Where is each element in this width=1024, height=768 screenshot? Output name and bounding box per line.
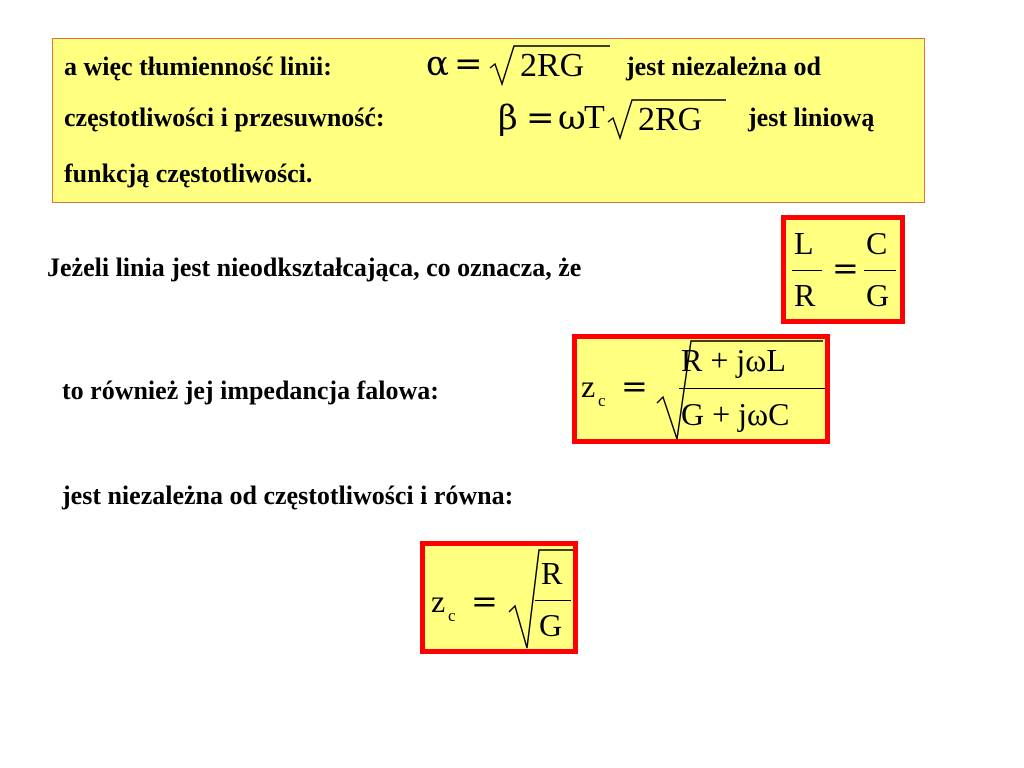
beta-radicand: 2RG	[638, 101, 703, 138]
intro-line1-start: a więc tłumienność linii:	[64, 52, 332, 81]
condition-equals: =	[832, 249, 859, 287]
result-equals: =	[471, 582, 498, 620]
impedance-fraction-line	[679, 388, 825, 389]
result-numerator: R	[541, 555, 563, 591]
beta-equals: =	[526, 98, 555, 138]
condition-den-right: G	[866, 277, 890, 313]
impedance-equals: =	[621, 367, 648, 405]
beta-t: T	[584, 99, 605, 136]
result-formula-box	[420, 541, 578, 654]
impedance-formula-box	[572, 334, 830, 444]
intro-line3: funkcją częstotliwości.	[64, 159, 313, 188]
condition-den-left: R	[794, 277, 816, 313]
beta-symbol: β	[498, 98, 518, 138]
intro-line2-end: jest liniową	[748, 103, 875, 132]
condition-text: Jeżeli linia jest nieodkształcająca, co oznacza, że	[47, 253, 582, 282]
condition-num-left: L	[794, 225, 814, 261]
impedance-z: z	[581, 368, 596, 404]
condition-fraction-line-left	[792, 270, 822, 271]
condition-formula-box	[781, 215, 905, 324]
formula-alpha	[424, 44, 614, 86]
formula-beta	[494, 96, 734, 140]
result-text: jest niezależna od częstotliwości i równa:	[62, 481, 514, 510]
impedance-numerator: R + jωL	[681, 342, 786, 378]
impedance-sub: c	[598, 391, 606, 410]
intro-line2-start: częstotliwości i przesuwność:	[64, 103, 385, 132]
alpha-symbol: α	[426, 44, 449, 84]
result-fraction-line	[535, 600, 571, 601]
result-z: z	[431, 583, 446, 619]
alpha-radicand: 2RG	[520, 47, 585, 84]
condition-fraction-line-right	[864, 270, 896, 271]
condition-num-right: C	[866, 225, 888, 261]
impedance-text: to również jej impedancja falowa:	[62, 376, 439, 405]
result-denominator: G	[539, 607, 563, 643]
beta-omega: ω	[558, 98, 586, 138]
result-sub: c	[448, 606, 456, 625]
intro-line1-end: jest niezależna od	[626, 52, 821, 81]
impedance-denominator: G + jωC	[681, 396, 790, 432]
alpha-equals: =	[454, 44, 483, 84]
